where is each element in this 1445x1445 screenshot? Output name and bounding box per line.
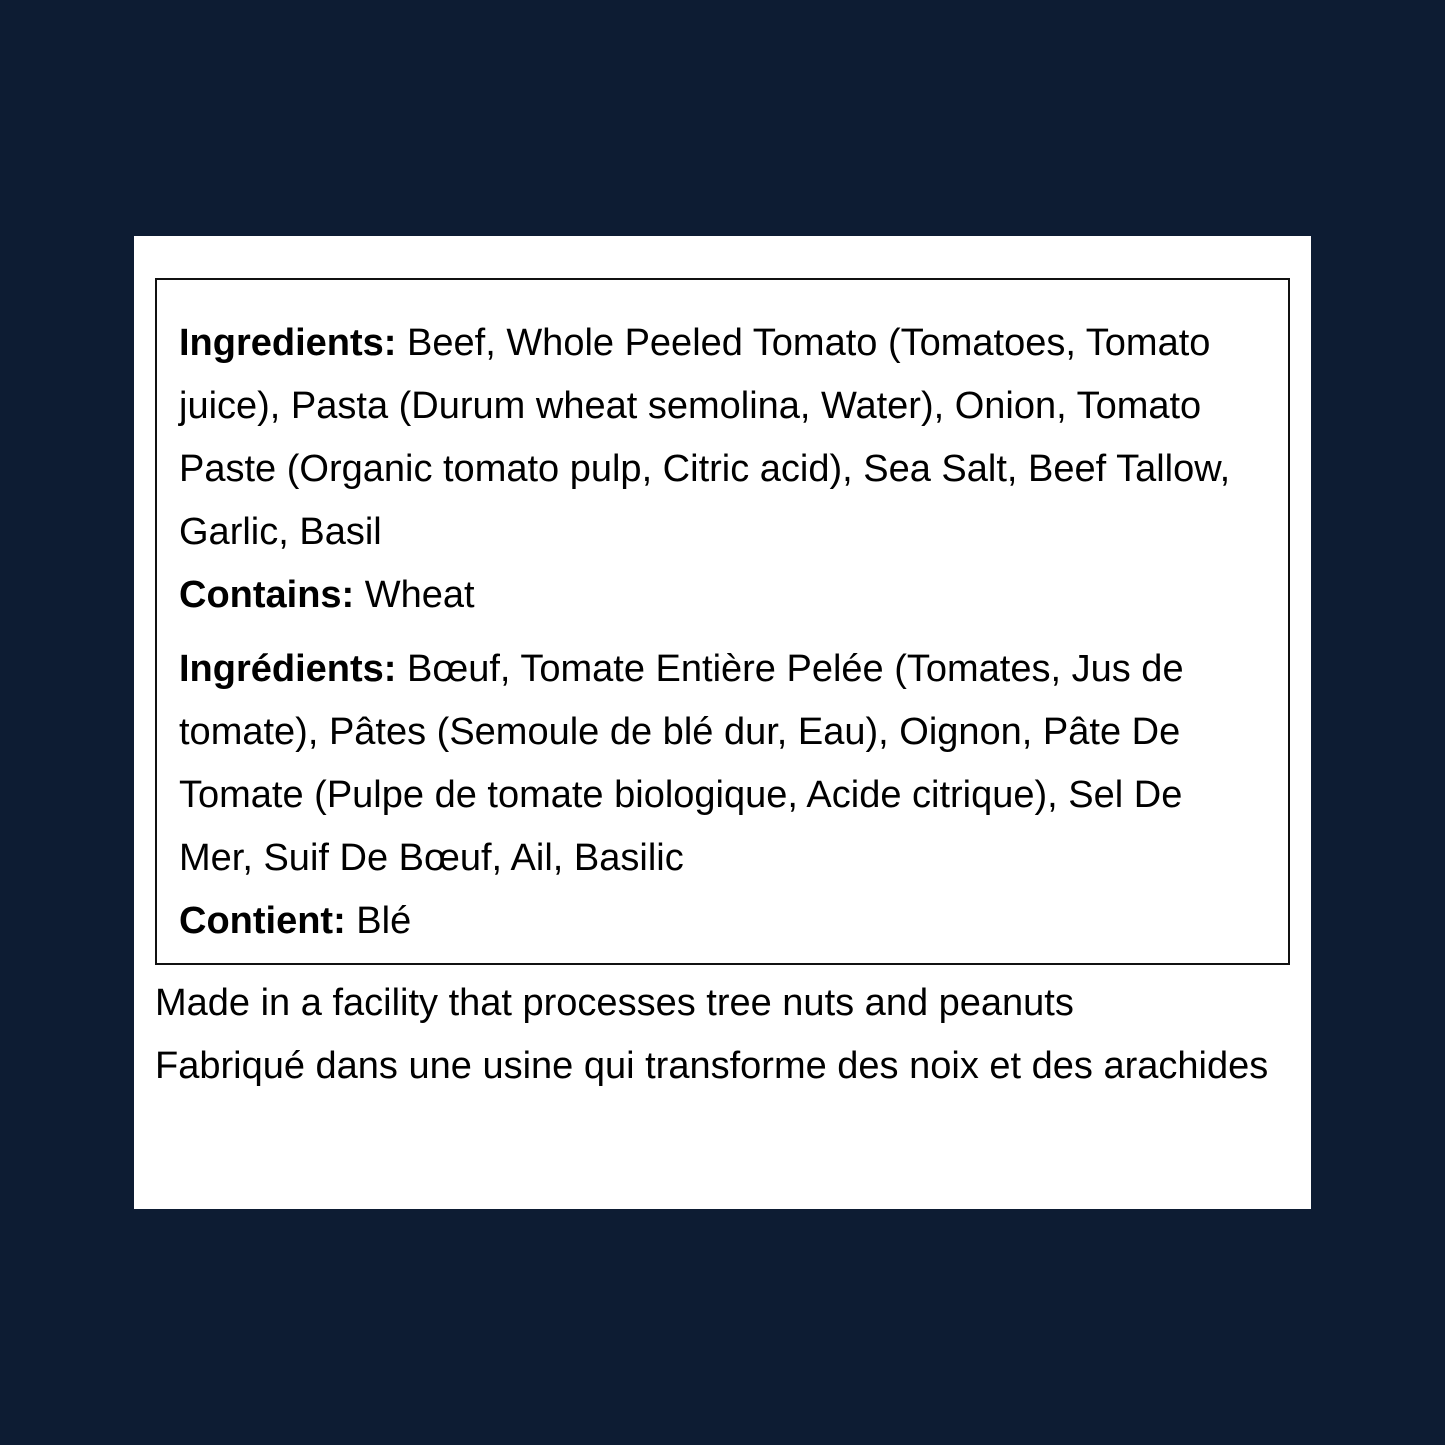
contains-en-label: Contains: — [179, 574, 355, 616]
contains-fr — [179, 890, 1266, 953]
ingredients-en-text: Beef, Whole Peeled Tomato (Tomatoes, Tomato juice), Pasta (Durum wheat semolina, Water), Onion, Tomato Paste (Organic tomato pulp, Citric acid), Sea Salt, Beef Tallow, Garlic, Basil — [179, 322, 1231, 553]
contains-fr-label: Contient: — [179, 900, 346, 942]
facility-statement-en: Made in a facility that processes tree nuts and peanuts — [155, 982, 1074, 1024]
contains-en — [179, 564, 1266, 627]
ingredient-box — [155, 278, 1290, 965]
ingredients-en-label: Ingredients: — [179, 322, 397, 364]
ingredients-fr-label: Ingrédients: — [179, 648, 397, 690]
ingredients-en — [179, 312, 1266, 564]
facility-statement-fr: Fabriqué dans une usine qui transforme des noix et des arachides — [155, 1045, 1269, 1087]
section-spacer — [179, 627, 1266, 638]
facility-statement — [155, 972, 1275, 1098]
contains-fr-text: Blé — [345, 900, 412, 942]
ingredient-label-card — [134, 236, 1311, 1209]
ingredients-fr — [179, 638, 1266, 890]
contains-en-text: Wheat — [354, 574, 475, 616]
ingredients-fr-text: Bœuf, Tomate Entière Pelée (Tomates, Jus de tomate), Pâtes (Semoule de blé dur, Eau), Oignon, Pâte De Tomate (Pulpe de tomate biologique, Acide citrique), Sel De Mer, Suif De Bœuf, Ail, Basilic — [179, 648, 1184, 879]
